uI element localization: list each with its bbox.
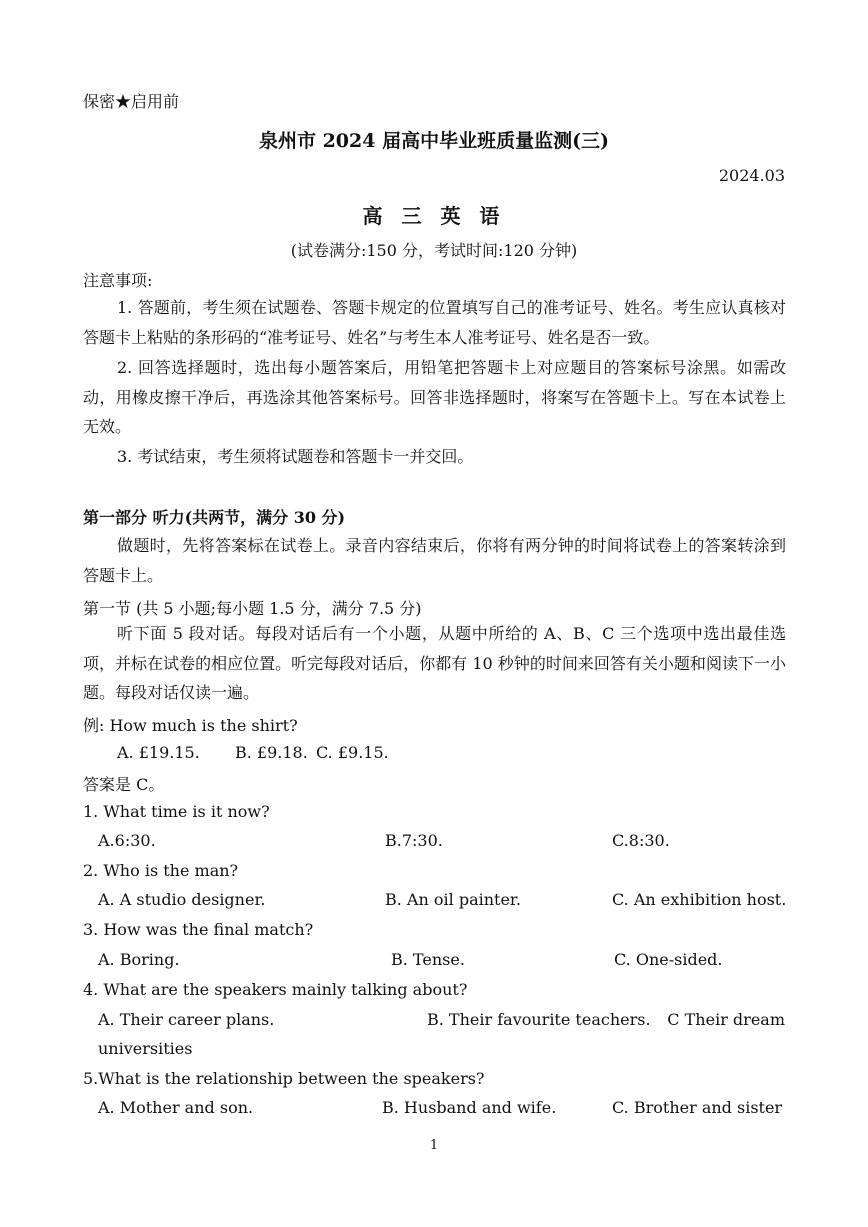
part1-intro: 做题时，先将答案标在试卷上。录音内容结束后，你将有两分钟的时间将试卷上的答案转涂到答题卡上。	[83, 536, 786, 585]
notice-heading: 注意事项:	[83, 271, 153, 290]
q2-option-b: B. An oil painter.	[385, 890, 521, 909]
example-option-c: C. £9.15.	[316, 743, 389, 762]
q4-option-b: B. Their favourite teachers.	[427, 1010, 651, 1029]
q1-option-b: B.7:30.	[385, 831, 443, 850]
q4-option-c-continued: universities	[98, 1039, 193, 1058]
q3-option-c: C. One-sided.	[614, 950, 723, 969]
q4-option-a: A. Their career plans.	[98, 1010, 275, 1029]
score-time-info: (试卷满分:150 分，考试时间:120 分钟)	[290, 241, 578, 260]
example-answer: 答案是 C。	[83, 775, 165, 794]
q1-option-c: C.8:30.	[612, 831, 670, 850]
exam-title: 泉州市 2024 届高中毕业班质量监测(三)	[258, 130, 610, 152]
q4-option-c: C Their dream	[667, 1010, 785, 1029]
page-number: 1	[429, 1138, 439, 1153]
part1-heading: 第一部分 听力(共两节，满分 30 分)	[83, 508, 346, 527]
example-option-a: A. £19.15.	[117, 743, 200, 762]
question-2: 2. Who is the man?	[83, 861, 239, 880]
question-1: 1. What time is it now?	[83, 802, 270, 821]
section1-title: 第一节 (共 5 小题;每小题 1.5 分，满分 7.5 分)	[83, 599, 422, 618]
notice-item-3: 3. 考试结束，考生须将试题卷和答题卡一并交回。	[117, 447, 474, 466]
confidential-label: 保密★启用前	[83, 92, 180, 111]
q1-option-a: A.6:30.	[98, 831, 156, 850]
q2-option-c: C. An exhibition host.	[612, 890, 787, 909]
q5-option-a: A. Mother and son.	[98, 1098, 254, 1117]
q5-option-b: B. Husband and wife.	[382, 1098, 557, 1117]
example-question: 例: How much is the shirt?	[83, 716, 298, 735]
notice-item-1: 1. 答题前，考生须在试题卷、答题卡规定的位置填写自己的准考证号、姓名。考生应认真核对答题卡上粘贴的条形码的“准考证号、姓名”与考生本人准考证号、姓名是否一致。	[83, 298, 786, 347]
subject-title: 高 三 英 语	[362, 204, 506, 228]
question-4: 4. What are the speakers mainly talking about?	[83, 980, 468, 999]
question-5: 5.What is the relationship between the speakers?	[83, 1069, 485, 1088]
exam-date: 2024.03	[718, 166, 785, 185]
q5-option-c: C. Brother and sister	[612, 1098, 783, 1117]
section1-intro: 听下面 5 段对话。每段对话后有一个小题，从题中所给的 A、B、C 三个选项中选出最佳选项，并标在试卷的相应位置。听完每段对话后，你都有 10 秒钟的时间来回答有关小题和阅读下一小题。每段对话仅读一遍。	[83, 624, 786, 702]
q2-option-a: A. A studio designer.	[98, 890, 266, 909]
notice-item-2: 2. 回答选择题时，选出每小题答案后，用铅笔把答题卡上对应题目的答案标号涂黑。如需改动，用橡皮擦干净后，再选涂其他答案标号。回答非选择题时，将案写在答题卡上。写在本试卷上无效。	[83, 358, 786, 436]
question-3: 3. How was the final match?	[83, 920, 314, 939]
q3-option-a: A. Boring.	[98, 950, 180, 969]
q3-option-b: B. Tense.	[391, 950, 465, 969]
example-option-b: B. £9.18.	[235, 743, 308, 762]
